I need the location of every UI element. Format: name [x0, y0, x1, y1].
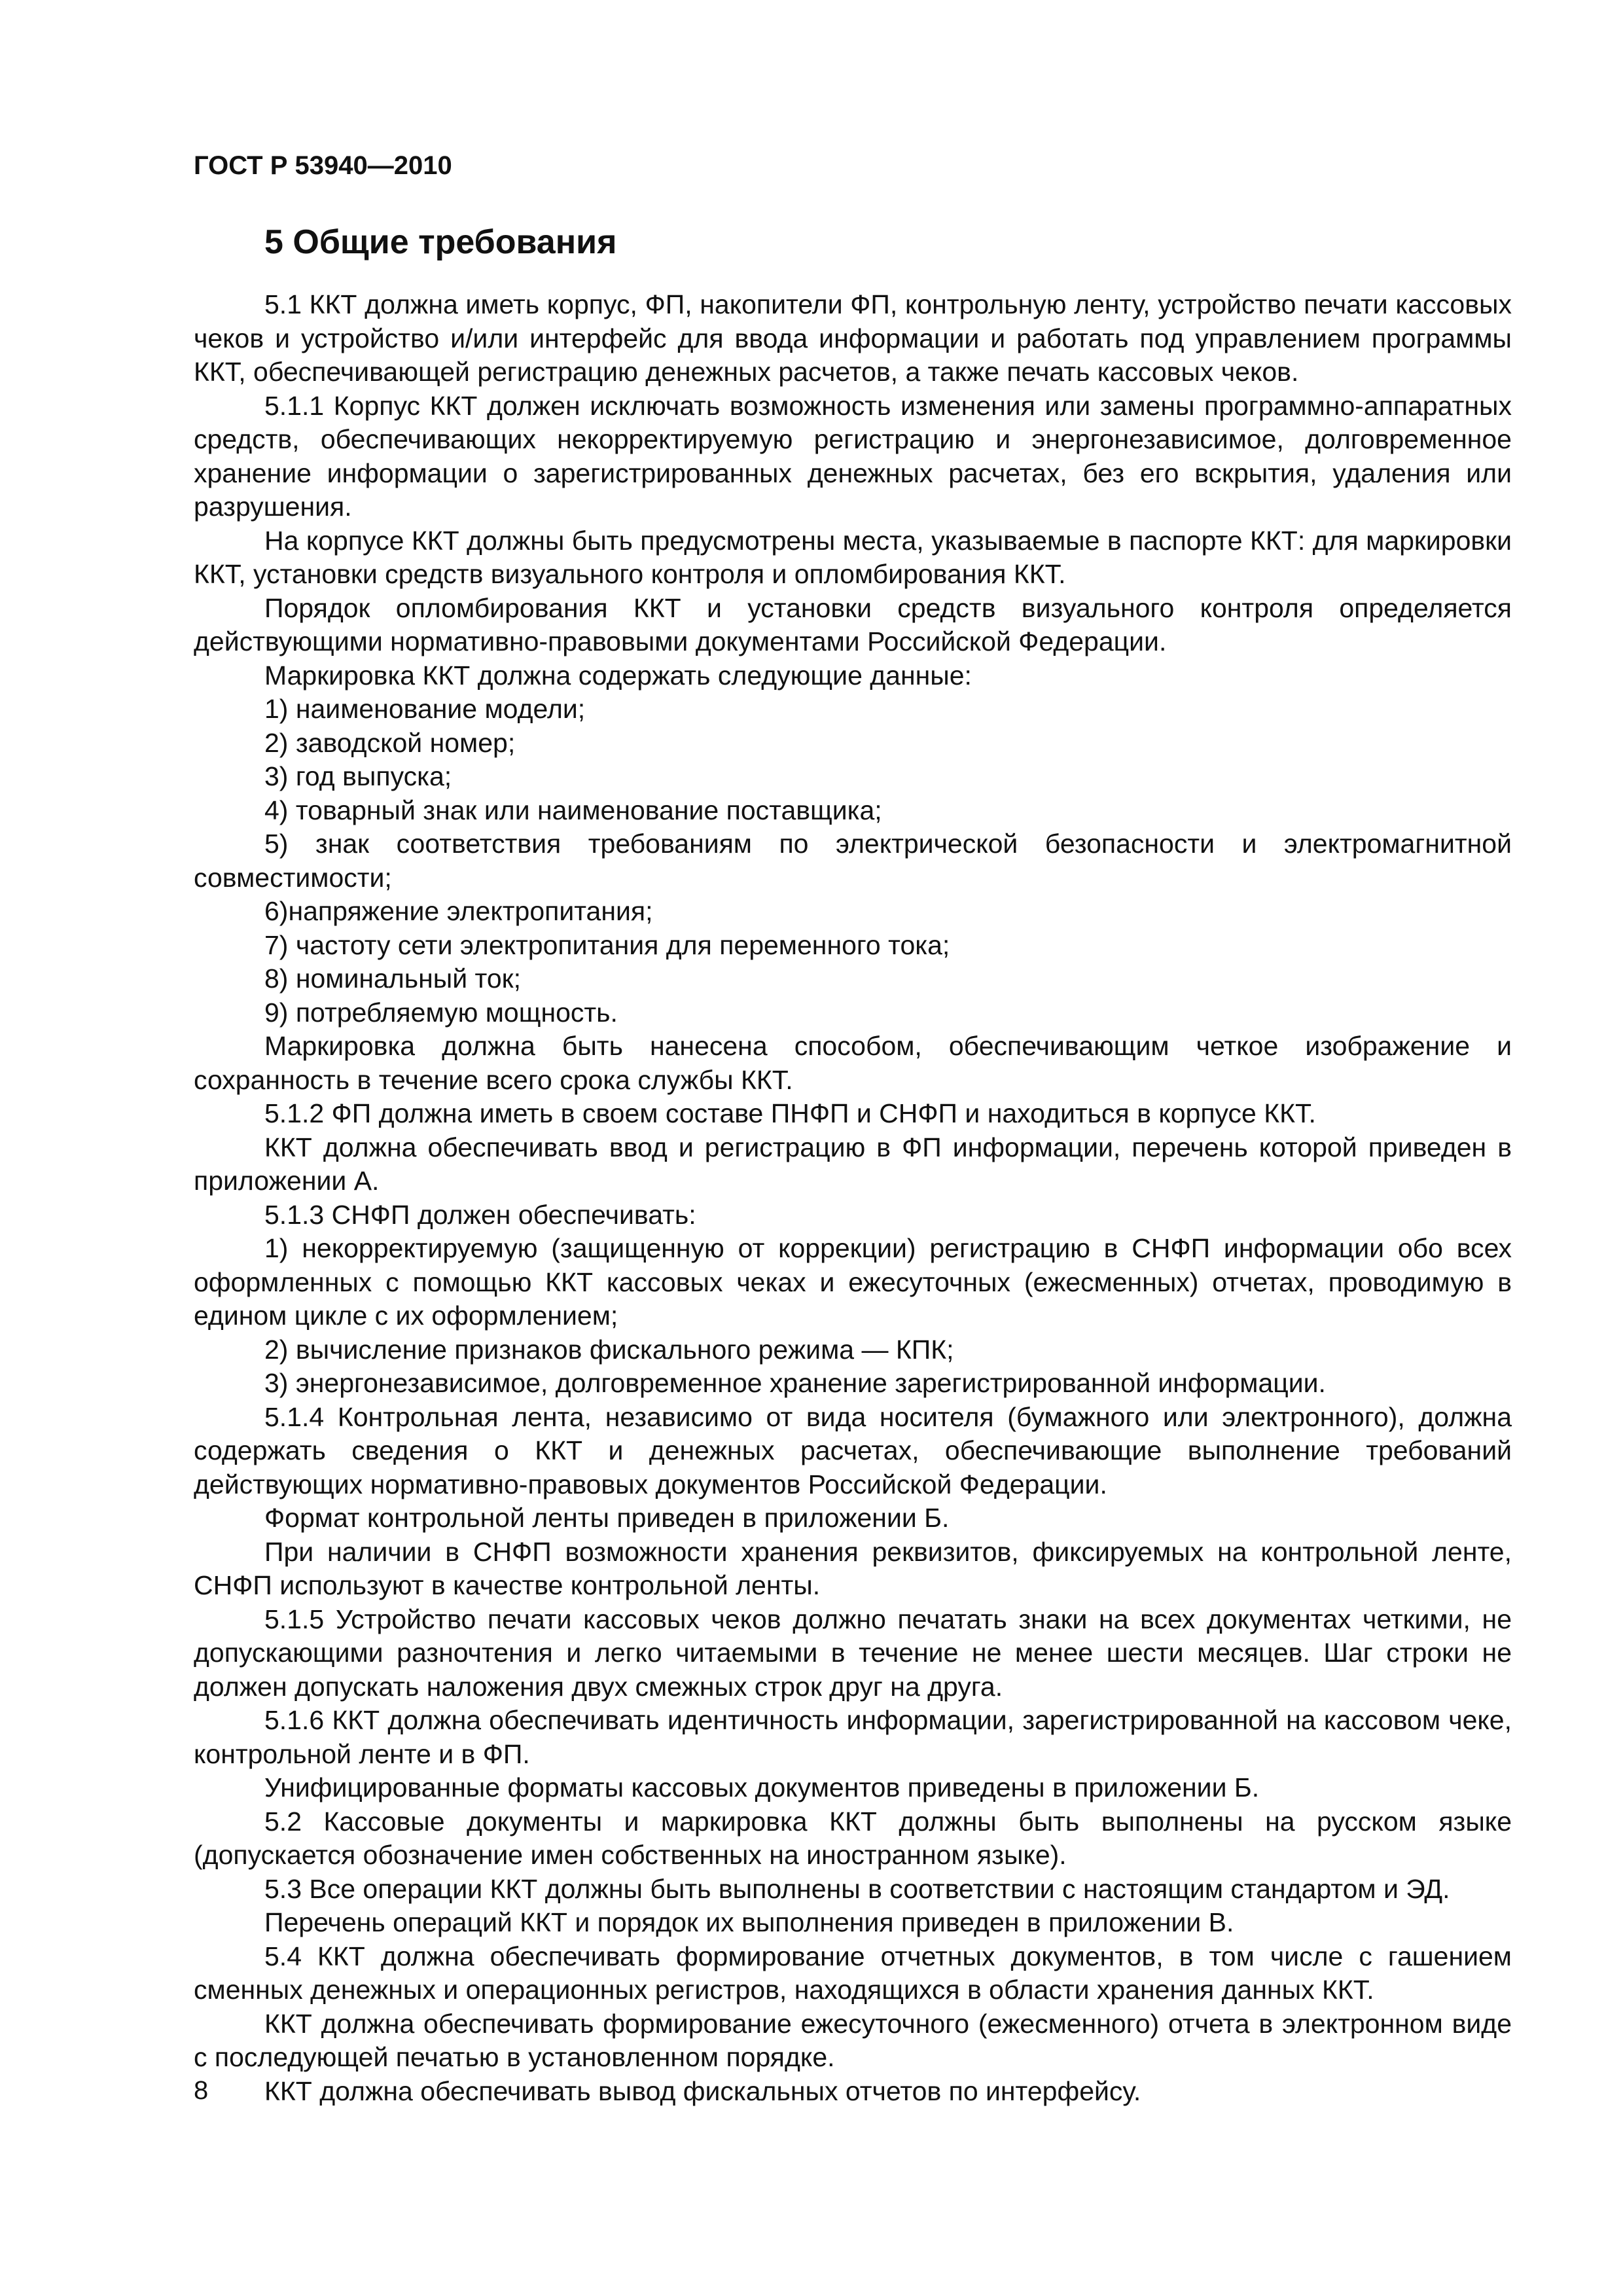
list-item: 3) год выпуска; — [264, 761, 452, 791]
paragraph-5-4: 5.4 ККТ должна обеспечивать формирование отчетных документов, в том числе с гашением сменных денежных и операционных регистров, находящихся в области хранения данных ККТ. — [194, 1941, 1512, 2005]
list-item: 7) частоту сети электропитания для переменного тока; — [264, 929, 950, 960]
paragraph-5-1-1: 5.1.1 Корпус ККТ должен исключать возможность изменения или замены программно-аппаратных средств, обеспечивающих некорректируемую регистрацию и энергонезависимое, долговременное хранение информации о зарегистрированных денежных расчетах, без его вскрытия, удаления или разрушения. — [194, 390, 1512, 522]
paragraph-5-1-5: 5.1.5 Устройство печати кассовых чеков должно печатать знаки на всех документах четкими, не допускающими разночтения и легко читаемыми в течение не менее шести месяцев. Шаг строки не должен допускать наложения двух смежных строк друг на друга. — [194, 1604, 1512, 1702]
paragraph: Маркировка должна быть нанесена способом, обеспечивающим четкое изображение и сохранность в течение всего срока службы ККТ. — [194, 1031, 1512, 1095]
list-item: 5) знак соответствия требованиям по электрической безопасности и электромагнитной совместимости; — [194, 829, 1512, 893]
list-item: 9) потребляемую мощность. — [264, 997, 618, 1028]
paragraph: При наличии в СНФП возможности хранения реквизитов, фиксируемых на контрольной ленте, СНФП используют в качестве контрольной ленты. — [194, 1536, 1512, 1600]
page-number: 8 — [194, 2076, 209, 2105]
paragraph: ККТ должна обеспечивать вывод фискальных отчетов по интерфейсу. — [264, 2075, 1141, 2106]
paragraph: Унифицированные форматы кассовых документов приведены в приложении Б. — [264, 1772, 1260, 1803]
section-title: 5 Общие требования — [264, 223, 617, 261]
paragraph: На корпусе ККТ должны быть предусмотрены места, указываемые в паспорте ККТ: для маркировки ККТ, установки средств визуального контроля и опломбирования ККТ. — [194, 525, 1512, 589]
list-item: 4) товарный знак или наименование поставщика; — [264, 795, 882, 825]
list-item: 3) энергонезависимое, долговременное хранение зарегистрированной информации. — [264, 1368, 1326, 1398]
paragraph-5-1-4: 5.1.4 Контрольная лента, независимо от вида носителя (бумажного или электронного), должна содержать сведения о ККТ и денежных расчетах, обеспечивающие выполнение требований действующих нормативно-правовых документов Российской Федерации. — [194, 1401, 1512, 1499]
list-item: 1) некорректируемую (защищенную от коррекции) регистрацию в СНФП информации обо всех оформленных с помощью ККТ кассовых чеках и ежесуточных (ежесменных) отчетах, проводимую в едином цикле с их оформлением; — [194, 1233, 1512, 1331]
paragraph-5-2: 5.2 Кассовые документы и маркировка ККТ должны быть выполнены на русском языке (допускается обозначение имен собственных на иностранном языке). — [194, 1806, 1512, 1870]
paragraph-5-1-6: 5.1.6 ККТ должна обеспечивать идентичность информации, зарегистрированной на кассовом чеке, контрольной ленте и в ФП. — [194, 1705, 1512, 1769]
document-code: ГОСТ Р 53940—2010 — [194, 151, 452, 180]
paragraph: ККТ должна обеспечивать формирование ежесуточного (ежесменного) отчета в электронном виде с последующей печатью в установленном порядке. — [194, 2008, 1512, 2072]
paragraph: Перечень операций ККТ и порядок их выполнения приведен в приложении В. — [264, 1907, 1234, 1937]
paragraph: Формат контрольной ленты приведен в приложении Б. — [264, 1503, 950, 1533]
list-item: 8) номинальный ток; — [264, 963, 521, 994]
paragraph-5-1: 5.1 ККТ должна иметь корпус, ФП, накопители ФП, контрольную ленту, устройство печати кассовых чеков и устройство и/или интерфейс для ввода информации и работать под управлением программы ККТ, обеспечивающей регистрацию денежных расчетов, а также печать кассовых чеков. — [194, 289, 1512, 387]
list-item: 1) наименование модели; — [264, 694, 586, 724]
paragraph-5-1-2: 5.1.2 ФП должна иметь в своем составе ПНФП и СНФП и находиться в корпусе ККТ. — [264, 1098, 1316, 1128]
list-item: 6)напряжение электропитания; — [264, 896, 653, 926]
paragraph: Маркировка ККТ должна содержать следующие данные: — [264, 660, 972, 691]
list-item: 2) заводской номер; — [264, 727, 516, 758]
document-page — [194, 149, 1512, 2108]
list-item: 2) вычисление признаков фискального режима — КПК; — [264, 1334, 954, 1365]
paragraph: ККТ должна обеспечивать ввод и регистрацию в ФП информации, перечень которой приведен в приложении А. — [194, 1132, 1512, 1196]
paragraph: Порядок опломбирования ККТ и установки средств визуального контроля определяется действующими нормативно-правовыми документами Российской Федерации. — [194, 592, 1512, 656]
paragraph-5-3: 5.3 Все операции ККТ должны быть выполнены в соответствии с настоящим стандартом и ЭД. — [264, 1873, 1450, 1904]
paragraph-5-1-3: 5.1.3 СНФП должен обеспечивать: — [264, 1199, 696, 1230]
